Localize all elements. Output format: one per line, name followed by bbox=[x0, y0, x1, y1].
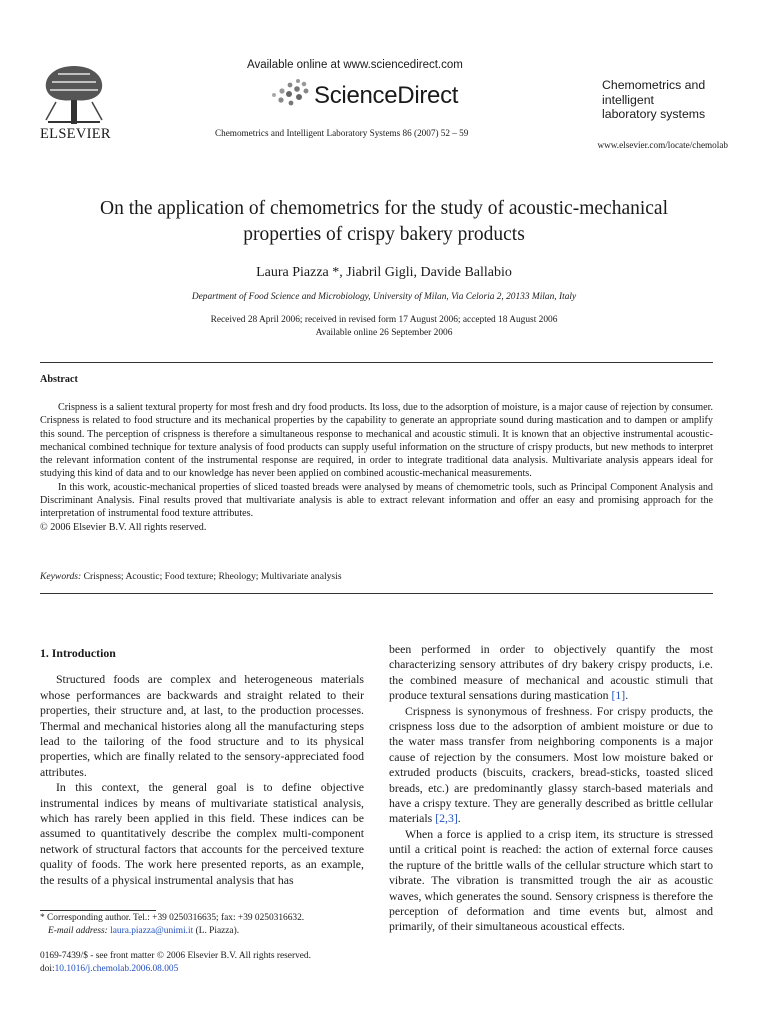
body-paragraph: been performed in order to objectively quantify the most characterizing sensory attributes of dry bakery crispy products, i.e. the combined measure of mechanical and acoustic stimuli that produce textural sensations during mastication [1]. bbox=[389, 642, 713, 703]
author-list: Laura Piazza *, Jiabril Gigli, Davide Ballabio bbox=[256, 265, 512, 280]
keywords-label: Keywords: bbox=[40, 571, 82, 582]
journal-title bbox=[602, 78, 705, 122]
abstract-body bbox=[40, 401, 713, 534]
divider-bottom bbox=[40, 593, 713, 594]
doi-link[interactable]: 10.1016/j.chemolab.2006.08.005 bbox=[54, 964, 179, 975]
abstract-copyright: © 2006 Elsevier B.V. All rights reserved. bbox=[40, 521, 207, 533]
received-dates: Received 28 April 2006; received in revised form 17 August 2006; accepted 18 August 2006 bbox=[210, 315, 558, 325]
abstract-paragraph: In this work, acoustic-mechanical properties of sliced toasted breads were analysed by means of chemometric tools, such as Principal Component Analysis and Discriminant Analysis. Final results proved that multivariate analysis is able to extract relevant information and offer an easy and promising approach for the interpretation of instrumental food texture attributes. bbox=[40, 481, 713, 520]
body-column-left bbox=[40, 642, 364, 888]
footnote bbox=[40, 912, 370, 938]
article-history bbox=[40, 314, 728, 340]
available-date: Available online 26 September 2006 bbox=[315, 328, 453, 338]
body-paragraph: When a force is applied to a crisp item, its structure is stressed until a critical point is reached: the action of external force causes the rupture of the brittle walls of the cellular structure which start to vibrate. The vibration is transmitted trough the air as acoustic waves, which generates the sound. Sensory crispness is therefore the perception of deformation and time events but, almost and primarily, of their simultaneous acoustical effects. bbox=[389, 826, 713, 934]
sciencedirect-dots-icon bbox=[268, 77, 312, 107]
keywords-list: Crispness; Acoustic; Food texture; Rheology; Multivariate analysis bbox=[83, 571, 342, 582]
footnote-divider bbox=[40, 910, 156, 911]
email-label: E-mail address: bbox=[48, 926, 108, 936]
email-suffix: (L. Piazza). bbox=[193, 926, 240, 936]
corresponding-author-note: * Corresponding author. Tel.: +39 0250316635; fax: +39 0250316632. bbox=[40, 913, 305, 923]
body-paragraph: In this context, the general goal is to define objective instrumental indices by means of multivariate statistical analysis, which has rarely been applied in this field. These indices can be assumed to quantitatively describe the complex multi-component network of structural factors that accounts for the perceived texture quality of foods. The work here presented reports, as an example, the results of a physical instrumental analysis that has bbox=[40, 780, 364, 887]
email-line bbox=[40, 925, 370, 938]
body-paragraph: Crispness is synonymous of freshness. For crispy products, the crispness loss due to the adsorption of ambient moisture or due to the water mass transfer from neighboring components is a major cause of rejection by the consumers. Most low moisture baked or extruded products (biscuits, crackers, bread-sticks, toasted sliced breads, etc.) are predominantly glassy starch-based materials and have a crispy texture. They are generally described as brittle cellular materials [2,3]. bbox=[389, 703, 713, 826]
affiliation: Department of Food Science and Microbiology, University of Milan, Via Celoria 2, 20133 Milan, Italy bbox=[191, 292, 577, 302]
body-paragraph: Structured foods are complex and heterogeneous materials whose performances are backwards and straight related to their properties, their structure and, at last, to the production processes. Thermal and mechanical histories along all the manufacturing steps lead to the tailoring of the food structure and to its physical properties, which are finally related to the sensory-appreciated food attributes. bbox=[40, 672, 364, 779]
elsevier-tree-logo bbox=[38, 62, 110, 126]
abstract-paragraph: Crispness is a salient textural property for most fresh and dry food products. Its loss, due to the adsorption of moisture, is a major cause of rejection by consumer. Crispness is related to food structure and its mechanical properties by the capability to generate an appropriate sound during mastication and to dampen or amplify this sound. The perception of crispness is therefore a simultaneous response to mechanical and acoustic stimuli. It is known that an objective instrumental acoustic-mechanical combined technique for texture analysis of food products can supply useful information on the structure of crispy products, but new methods to interpret the relevant information content of the instrumental response are required, in order to integrate traditional data analysis. Multivariate analysis appears ideal for studying this kind of data and to our knowledge has never been applied on combined acoustic-mechanical measurements. bbox=[40, 402, 713, 480]
journal-title-line: laboratory systems bbox=[602, 107, 706, 121]
divider-top bbox=[40, 362, 713, 363]
section-heading: 1. Introduction bbox=[40, 646, 116, 660]
citation-link[interactable]: [1] bbox=[611, 688, 626, 703]
citation-link[interactable]: [2,3] bbox=[435, 811, 458, 826]
sciencedirect-brand: ScienceDirect bbox=[314, 82, 459, 109]
available-online-text[interactable]: Available online at www.sciencedirect.com bbox=[247, 59, 463, 71]
journal-citation: Chemometrics and Intelligent Laboratory Systems 86 (2007) 52 – 59 bbox=[215, 128, 469, 138]
keywords bbox=[40, 571, 342, 582]
publisher-name: ELSEVIER bbox=[40, 126, 111, 142]
paper-title bbox=[40, 196, 728, 248]
issn-line: 0169-7439/$ - see front matter © 2006 Elsevier B.V. All rights reserved. bbox=[40, 951, 311, 961]
publication-meta bbox=[40, 950, 311, 976]
title-line-2: properties of crispy bakery products bbox=[243, 224, 525, 245]
title-line-1: On the application of chemometrics for the study of acoustic-mechanical bbox=[99, 198, 668, 219]
doi-line: doi:10.1016/j.chemolab.2006.08.005 bbox=[40, 964, 179, 975]
journal-url-link[interactable]: www.elsevier.com/locate/chemolab bbox=[597, 140, 728, 150]
body-column-right bbox=[389, 642, 713, 935]
journal-title-line: Chemometrics and bbox=[602, 78, 706, 92]
email-link[interactable]: laura.piazza@unimi.it bbox=[110, 926, 194, 936]
journal-title-line: intelligent bbox=[602, 92, 654, 107]
abstract-heading: Abstract bbox=[40, 374, 78, 385]
